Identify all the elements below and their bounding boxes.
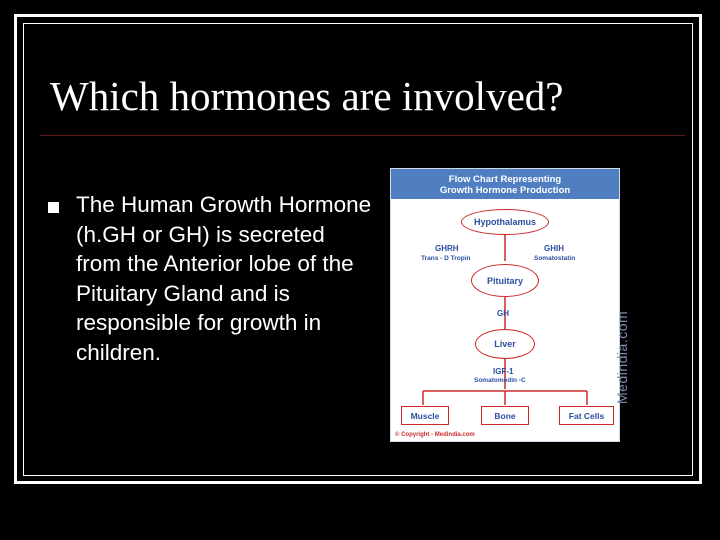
label-trans-d-tropin: Trans - D Tropin [421,255,471,262]
label-somatostatin: Somatostatin [534,255,576,262]
watermark-right: Medindia.com [614,310,630,404]
target-muscle: Muscle [401,406,449,425]
target-fat-cells: Fat Cells [559,406,614,425]
label-somatomedin-c: Somatomedin -C [474,377,526,384]
label-ghrh: GHRH [435,244,459,253]
bullet-marker [48,202,59,213]
copyright-notice: © Copyright - Medindia.com [395,432,475,438]
target-bone: Bone [481,406,529,425]
flowchart-title-line2: Growth Hormone Production [439,185,571,196]
flowchart-title-line1: Flow Chart Representing [448,174,562,185]
label-igf1: IGF-1 [493,367,514,376]
slide-title: Which hormones are involved? [50,73,564,119]
node-liver: Liver [475,329,535,359]
bullet-text: The Human Growth Hormone (h.GH or GH) is secreted from the Anterior lobe of the Pituitary Gland and is responsible for growth in children. [76,192,372,365]
label-ghih: GHIH [544,244,564,253]
label-gh: GH [497,309,509,318]
growth-hormone-flowchart [390,168,620,442]
node-hypothalamus: Hypothalamus [461,209,549,235]
node-pituitary: Pituitary [471,264,539,297]
title-divider [40,135,685,136]
